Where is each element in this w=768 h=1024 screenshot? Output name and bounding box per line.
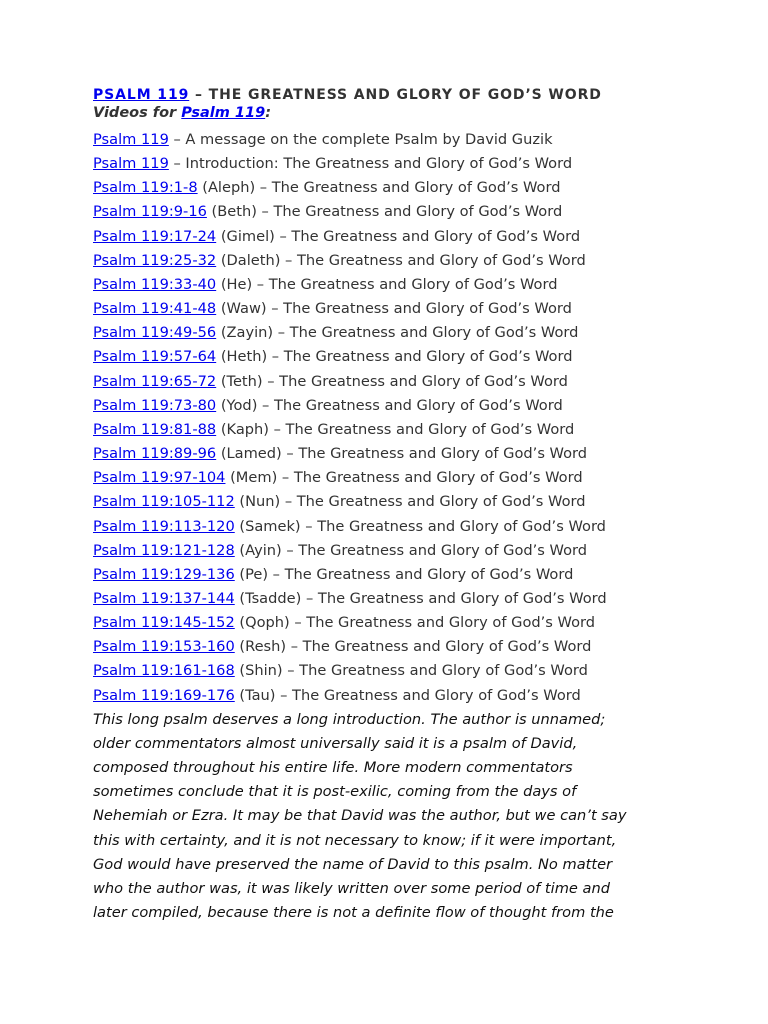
video-description: (Ayin) – The Greatness and Glory of God’s Word — [234, 541, 588, 559]
list-item — [93, 659, 673, 683]
list-item — [93, 684, 673, 708]
video-link[interactable]: Psalm 119:161-168 — [93, 662, 235, 680]
video-link[interactable]: Psalm 119:89-96 — [93, 445, 217, 463]
video-link[interactable]: Psalm 119:33-40 — [93, 275, 217, 293]
video-description: (Resh) – The Greatness and Glory of God’s Word — [234, 638, 592, 656]
video-link[interactable]: Psalm 119:49-56 — [93, 324, 217, 342]
videos-for-psalm-link[interactable]: Psalm 119 — [181, 105, 266, 121]
video-description: (Yod) – The Greatness and Glory of God’s Word — [216, 396, 563, 414]
list-item — [93, 466, 673, 490]
video-link[interactable]: Psalm 119:81-88 — [93, 420, 217, 438]
list-item — [93, 345, 673, 369]
list-item — [93, 539, 673, 563]
video-description: (Nun) – The Greatness and Glory of God’s Word — [234, 493, 586, 511]
list-item — [93, 200, 673, 224]
list-item — [93, 418, 673, 442]
list-item — [93, 635, 673, 659]
intro-line: older commentators almost universally said it is a psalm of David, — [93, 734, 578, 752]
video-description: (Daleth) – The Greatness and Glory of God’s Word — [216, 251, 586, 269]
list-item — [93, 273, 673, 297]
video-link[interactable]: Psalm 119:137-144 — [93, 589, 235, 607]
video-description: (Shin) – The Greatness and Glory of God’s Word — [234, 662, 588, 680]
video-link[interactable]: Psalm 119:41-48 — [93, 300, 217, 318]
video-description: (Tau) – The Greatness and Glory of God’s Word — [234, 686, 581, 704]
list-item — [93, 370, 673, 394]
intro-line: Nehemiah or Ezra. It may be that David was the author, but we can’t say — [93, 807, 627, 825]
video-link[interactable]: Psalm 119:25-32 — [93, 251, 217, 269]
video-link[interactable]: Psalm 119:113-120 — [93, 517, 235, 535]
video-link[interactable]: Psalm 119:97-104 — [93, 469, 226, 487]
intro-paragraph — [93, 708, 673, 925]
video-description: (Qoph) – The Greatness and Glory of God’s Word — [234, 614, 596, 632]
video-description: (Tsadde) – The Greatness and Glory of God’s Word — [234, 589, 607, 607]
video-link[interactable]: Psalm 119:105-112 — [93, 493, 235, 511]
video-description: (Gimel) – The Greatness and Glory of God’s Word — [216, 227, 581, 245]
video-description: (Pe) – The Greatness and Glory of God’s Word — [234, 565, 574, 583]
list-item — [93, 587, 673, 611]
video-link[interactable]: Psalm 119:145-152 — [93, 614, 235, 632]
video-description: (Beth) – The Greatness and Glory of God’s Word — [206, 203, 563, 221]
video-description: (Teth) – The Greatness and Glory of God’s Word — [216, 372, 568, 390]
list-item — [93, 515, 673, 539]
list-item — [93, 297, 673, 321]
video-description: (He) – The Greatness and Glory of God’s Word — [216, 275, 558, 293]
video-description: (Aleph) – The Greatness and Glory of God’s Word — [197, 179, 561, 197]
video-description: – Introduction: The Greatness and Glory of God’s Word — [168, 155, 573, 173]
page-heading — [93, 86, 673, 105]
video-links-list — [93, 128, 673, 708]
list-item — [93, 176, 673, 200]
video-description: (Kaph) – The Greatness and Glory of God’s Word — [216, 420, 575, 438]
video-link[interactable]: Psalm 119 — [93, 131, 169, 148]
video-description: (Heth) – The Greatness and Glory of God’s Word — [216, 348, 573, 366]
intro-line: This long psalm deserves a long introduction. The author is unnamed; — [93, 710, 606, 728]
intro-line: this with certainty, and it is not necessary to know; if it were important, — [93, 831, 617, 849]
videos-for-suffix: : — [265, 105, 271, 121]
video-description: (Lamed) – The Greatness and Glory of God’s Word — [216, 445, 588, 463]
heading-title: – THE GREATNESS AND GLORY OF GOD’S WORD — [189, 87, 602, 103]
document-page — [93, 86, 673, 925]
list-item — [93, 152, 673, 176]
video-link[interactable]: Psalm 119:121-128 — [93, 541, 235, 559]
videos-for-prefix: Videos for — [93, 105, 182, 121]
list-item — [93, 321, 673, 345]
video-link[interactable]: Psalm 119:57-64 — [93, 348, 217, 366]
intro-line: who the author was, it was likely written over some period of time and — [93, 879, 610, 897]
intro-line: God would have preserved the name of David to this psalm. No matter — [93, 855, 613, 873]
list-item — [93, 128, 673, 152]
video-link[interactable]: Psalm 119 — [93, 155, 169, 173]
intro-line: sometimes conclude that it is post-exilic, coming from the days of — [93, 783, 577, 801]
video-link[interactable]: Psalm 119:17-24 — [93, 227, 217, 245]
list-item — [93, 394, 673, 418]
list-item — [93, 442, 673, 466]
video-description: (Mem) – The Greatness and Glory of God’s Word — [225, 469, 583, 487]
video-link[interactable]: Psalm 119:1-8 — [93, 179, 198, 197]
video-link[interactable]: Psalm 119:169-176 — [93, 686, 235, 704]
video-description: (Samek) – The Greatness and Glory of God’s Word — [234, 517, 606, 535]
list-item — [93, 225, 673, 249]
video-link[interactable]: Psalm 119:65-72 — [93, 372, 217, 390]
list-item — [93, 611, 673, 635]
videos-for-label — [93, 105, 673, 122]
video-description: (Waw) – The Greatness and Glory of God’s Word — [216, 300, 572, 318]
video-link[interactable]: Psalm 119:73-80 — [93, 396, 217, 414]
video-link[interactable]: Psalm 119:129-136 — [93, 565, 235, 583]
intro-line: later compiled, because there is not a definite flow of thought from the — [93, 904, 614, 921]
video-description: – A message on the complete Psalm by David Guzik — [168, 131, 553, 148]
video-link[interactable]: Psalm 119:9-16 — [93, 203, 207, 221]
list-item — [93, 563, 673, 587]
psalm-119-heading-link[interactable]: PSALM 119 — [93, 87, 190, 103]
list-item — [93, 249, 673, 273]
list-item — [93, 490, 673, 514]
video-link[interactable]: Psalm 119:153-160 — [93, 638, 235, 656]
intro-line: composed throughout his entire life. More modern commentators — [93, 759, 573, 777]
video-description: (Zayin) – The Greatness and Glory of God’s Word — [216, 324, 579, 342]
